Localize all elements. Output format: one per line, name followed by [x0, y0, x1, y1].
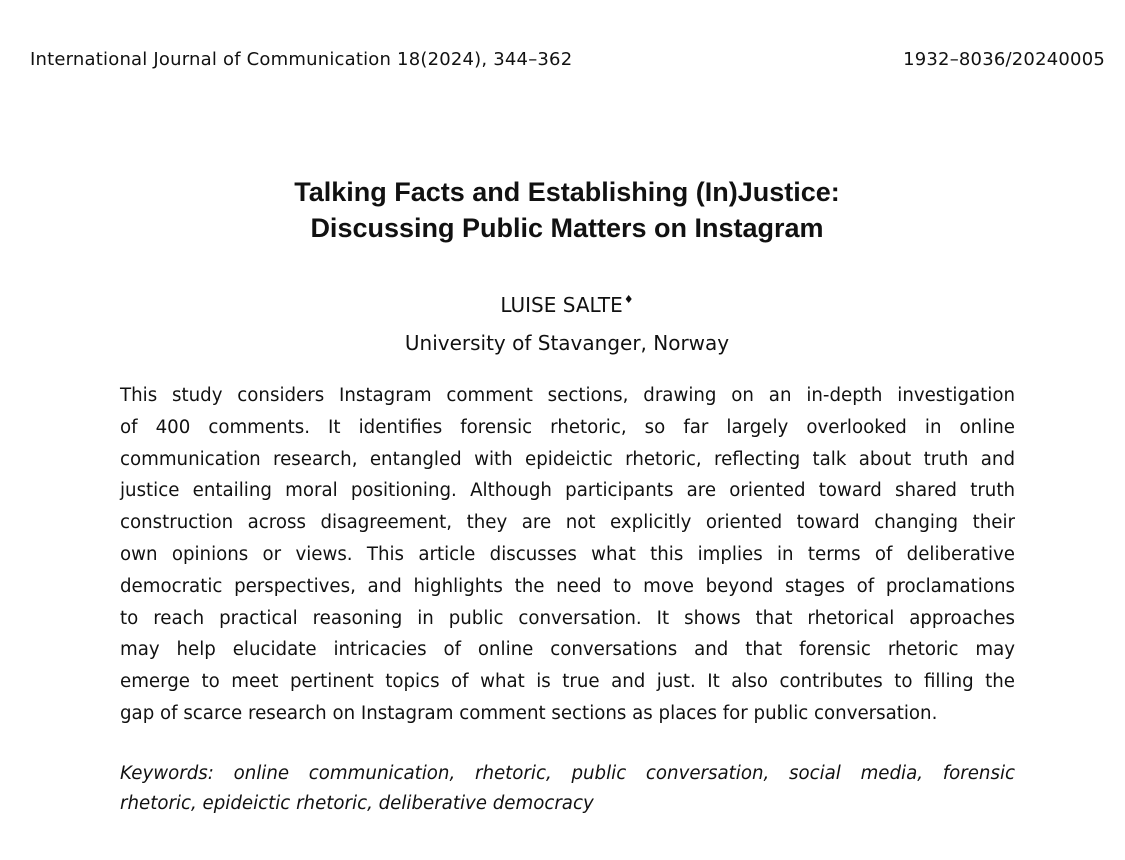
keywords-line-2: rhetoric, epideictic rhetoric, deliberative democracy — [120, 793, 594, 814]
abstract-line: democratic perspectives, and highlights the need to move beyond stages of proclamations — [120, 575, 1015, 597]
abstract-line: to reach practical reasoning in public conversation. It shows that rhetorical approaches — [120, 607, 1015, 629]
author-name: LUISE SALTE — [500, 293, 623, 317]
article-title — [120, 174, 1014, 246]
abstract-line: of 400 comments. It identifies forensic rhetoric, so far largely overlooked in online — [120, 416, 1015, 438]
keywords-line-1: Keywords: online communication, rhetoric, public conversation, social media, forensic — [120, 763, 1015, 784]
abstract-line: may help elucidate intricacies of online conversations and that forensic rhetoric may — [120, 639, 1015, 661]
title-line-2: Discussing Public Matters on Instagram — [310, 213, 824, 243]
author-footnote-mark: ♦ — [623, 293, 634, 306]
title-line-1: Talking Facts and Establishing (In)Justice: — [294, 177, 840, 207]
abstract-line: communication research, entangled with epideictic rhetoric, reflecting talk about truth and — [120, 448, 1015, 470]
keywords — [120, 759, 1015, 819]
abstract-line: justice entailing moral positioning. Although participants are oriented toward shared truth — [120, 480, 1015, 502]
abstract-line: construction across disagreement, they are not explicitly oriented toward changing their — [120, 512, 1015, 534]
running-header — [30, 47, 1105, 73]
abstract-line: This study considers Instagram comment sections, drawing on an in-depth investigation — [120, 385, 1015, 406]
author-name-wrapper — [500, 288, 633, 326]
journal-citation: International Journal of Communication 18(2024), 344–362 — [30, 49, 573, 70]
abstract-line: emerge to meet pertinent topics of what is true and just. It also contributes to filling the — [120, 671, 1015, 693]
abstract-line: gap of scarce research on Instagram comment sections as places for public conversation. — [120, 702, 938, 724]
author-block — [120, 288, 1014, 360]
abstract — [120, 380, 1015, 730]
issn-number: 1932–8036/20240005 — [903, 49, 1105, 70]
abstract-line: own opinions or views. This article discusses what this implies in terms of deliberative — [120, 543, 1015, 565]
author-affiliation: University of Stavanger, Norway — [404, 331, 730, 355]
